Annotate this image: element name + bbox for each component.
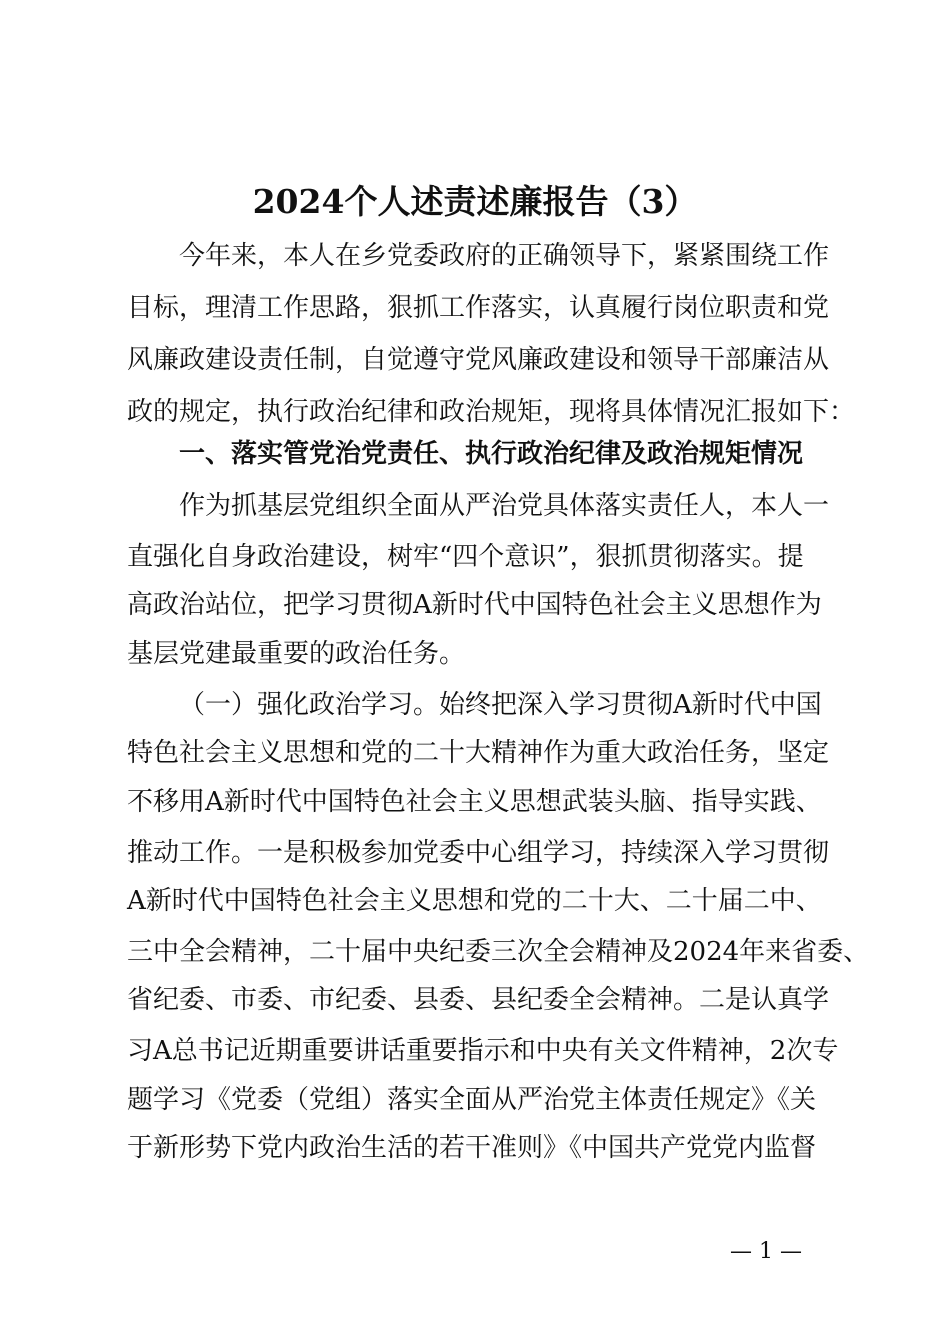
paragraph-line: 不移用A新时代中国特色社会主义思想武装头脑、指导实践、 — [127, 787, 822, 817]
paragraph-line: 于新形势下党内政治生活的若干准则》《中国共产党党内监督 — [127, 1133, 817, 1163]
document-title: 2024个人述责述廉报告（3） — [252, 182, 698, 221]
paragraph-line: 政的规定，执行政治纪律和政治规矩，现将具体情况汇报如下： — [127, 397, 856, 427]
paragraph-line: 推动工作。一是积极参加党委中心组学习，持续深入学习贯彻 — [127, 838, 830, 868]
paragraph-line: 直强化自身政治建设，树牢“四个意识”，狠抓贯彻落实。提 — [127, 542, 804, 572]
paragraph-line: 高政治站位，把学习贯彻A新时代中国特色社会主义思想作为 — [127, 590, 822, 620]
paragraph-line: 基层党建最重要的政治任务。 — [127, 639, 466, 669]
paragraph-line: A新时代中国特色社会主义思想和党的二十大、二十届二中、 — [127, 886, 822, 916]
paragraph-line: 风廉政建设责任制，自觉遵守党风廉政建设和领导干部廉洁从 — [127, 345, 830, 375]
section-heading: 一、落实管党治党责任、执行政治纪律及政治规矩情况 — [179, 439, 804, 469]
paragraph-line: 作为抓基层党组织全面从严治党具体落实责任人，本人一 — [179, 491, 830, 521]
paragraph-line: 省纪委、市委、市纪委、县委、县纪委全会精神。二是认真学 — [127, 985, 830, 1015]
paragraph-line: 习A总书记近期重要讲话重要指示和中央有关文件精神，2次专 — [127, 1036, 839, 1066]
page-number: — 1 — — [730, 1239, 802, 1264]
paragraph-line: 题学习《党委（党组）落实全面从严治党主体责任规定》《关 — [127, 1085, 817, 1115]
paragraph-line: 三中全会精神，二十届中央纪委三次全会精神及2024年来省委、 — [127, 937, 870, 967]
subsection-line: （一）强化政治学习。始终把深入学习贯彻A新时代中国 — [179, 690, 822, 720]
paragraph-line: 特色社会主义思想和党的二十大精神作为重大政治任务，坚定 — [127, 738, 830, 768]
paragraph-line: 目标，理清工作思路，狠抓工作落实，认真履行岗位职责和党 — [127, 293, 830, 323]
paragraph-line: 今年来，本人在乡党委政府的正确领导下，紧紧围绕工作 — [179, 241, 830, 271]
